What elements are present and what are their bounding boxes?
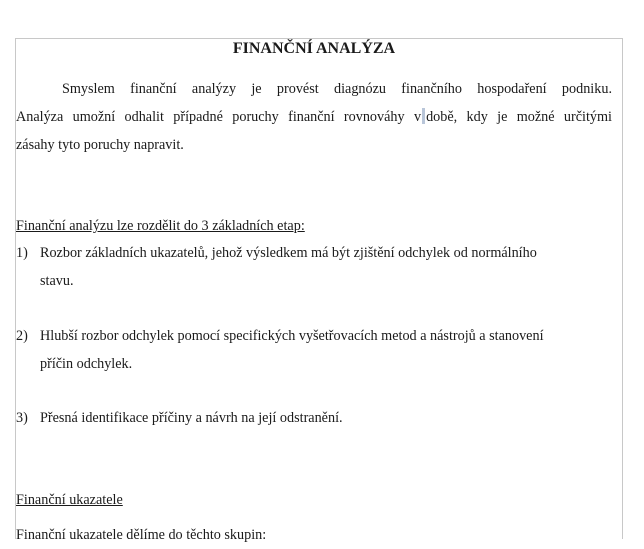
intro-line-2-end: době, kdy je možné určitými [426,109,612,125]
list-item-text [40,404,610,432]
list-item-number: 1) [16,245,28,261]
list-item-line: příčin odchylek. [40,356,133,372]
list-item-text [40,239,610,295]
ukazatele-heading: Finanční ukazatele [16,492,123,508]
etapy-heading: Finanční analýzu lze rozdělit do 3 základních etap: [16,218,305,234]
intro-line-1: Smyslem finanční analýzy je provést diagnózu finančního hospodaření podniku. [62,81,612,97]
intro-line-2 [16,103,612,131]
list-item-line: stavu. [40,273,74,289]
cut-off-line [16,515,612,543]
text-cursor [422,108,425,124]
list-item-number: 2) [16,328,28,344]
list-item-number: 3) [16,410,28,426]
cut-off-text: Finanční ukazatele dělíme do těchto skupin: [16,527,267,543]
intro-line-3: zásahy tyto poruchy napravit. [16,137,184,153]
list-item-line: Rozbor základních ukazatelů, jehož výsledkem má být zjištění odchylek od normálního [40,245,537,261]
intro-line-2-start: Analýza umožní odhalit případné poruchy finanční rovnováhy v [16,109,422,125]
intro-paragraph [16,75,612,159]
document-page[interactable] [15,38,623,543]
list-item-line: Hlubší rozbor odchylek pomocí specifických vyšetřovacích metod a nástrojů a stanovení [40,328,544,344]
list-item-text [40,322,610,378]
document-title: FINANČNÍ ANALÝZA [232,40,396,57]
list-item-line: Přesná identifikace příčiny a návrh na její odstranění. [40,410,343,426]
